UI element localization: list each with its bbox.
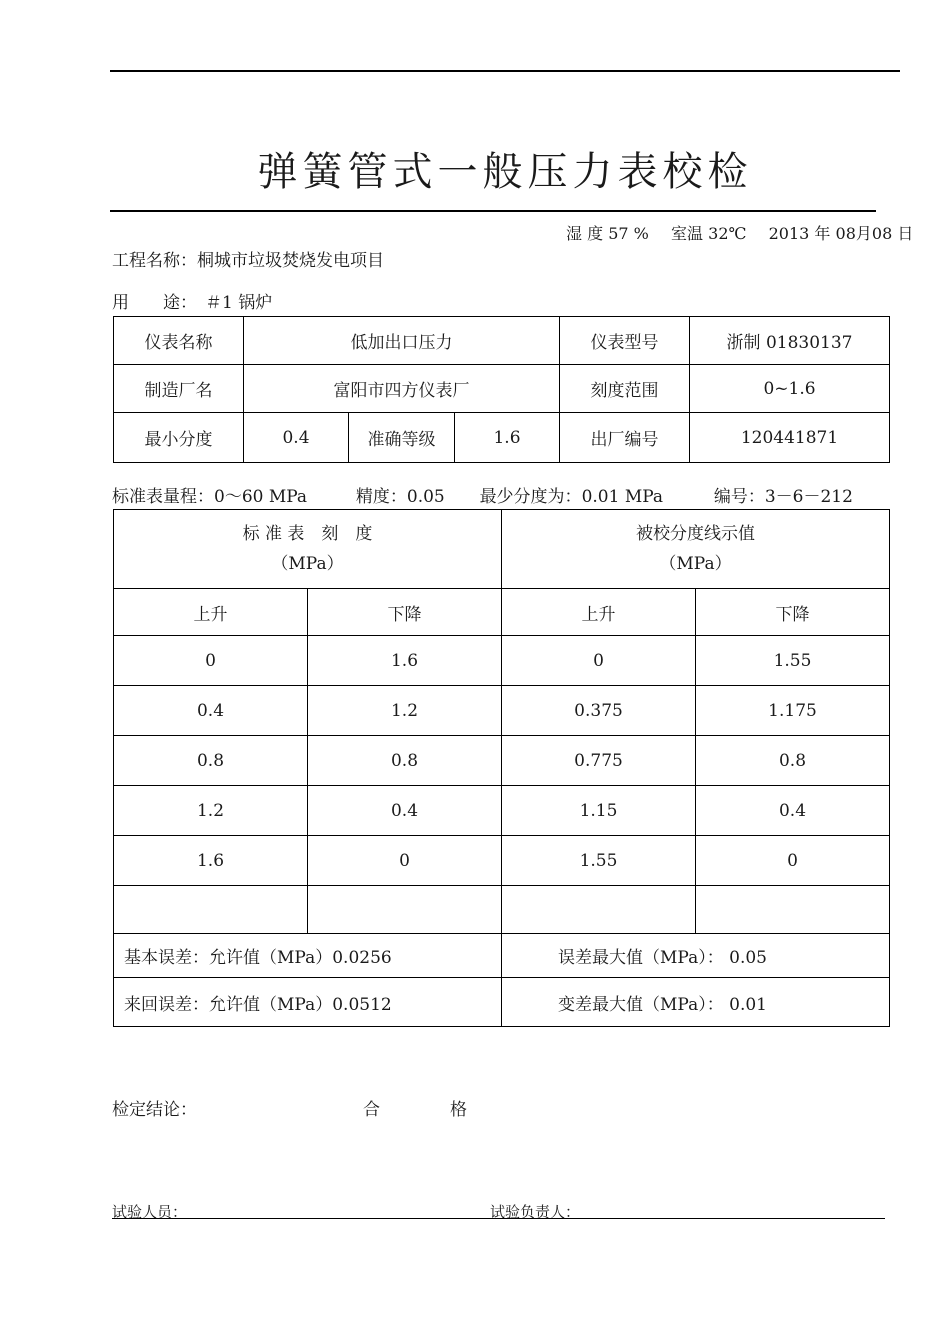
max-variation-value: 0.01 xyxy=(729,994,767,1015)
basic-error-cell xyxy=(114,934,502,978)
instrument-name-value: 低加出口压力 xyxy=(244,317,560,365)
max-error-label: 误差最大值（MPa）： xyxy=(558,948,724,968)
hysteresis-cell xyxy=(114,978,502,1027)
test-up-cell xyxy=(502,886,696,934)
std-min-div-value: 0.01 MPa xyxy=(581,487,664,507)
serial-label: 出厂编号 xyxy=(560,413,690,463)
temp-label: 室温 xyxy=(671,224,704,243)
tested-reading-header-text: 被校分度线示值 xyxy=(636,524,755,544)
basic-error-label: 基本误差：允许值（MPa） xyxy=(124,948,333,968)
test-up-cell: 0.775 xyxy=(502,736,696,786)
table-row xyxy=(114,836,890,886)
std-down-cell xyxy=(308,886,502,934)
page-title: 弹簧管式一般压力表校检 xyxy=(257,149,753,195)
std-scale-unit: （MPa） xyxy=(271,554,344,574)
test-down-cell: 1.175 xyxy=(696,686,890,736)
instrument-info-table xyxy=(113,316,890,463)
top-rule xyxy=(110,70,900,72)
test-up-cell: 1.55 xyxy=(502,836,696,886)
std-range-label: 标准表量程： xyxy=(112,487,214,507)
usage-line xyxy=(112,288,272,313)
std-scale-header xyxy=(114,510,502,589)
std-precision-label: 精度： xyxy=(355,487,407,507)
title-rule xyxy=(110,210,876,212)
std-range-value: 0～60 MPa xyxy=(214,487,308,507)
test-down-cell: 0 xyxy=(696,836,890,886)
hysteresis-value: 0.0512 xyxy=(332,994,392,1015)
std-down-cell: 1.2 xyxy=(308,686,502,736)
std-down-cell: 0.8 xyxy=(308,736,502,786)
std-up-cell: 0.8 xyxy=(114,736,308,786)
test-down-cell: 0.8 xyxy=(696,736,890,786)
calibration-table xyxy=(113,509,890,1027)
project-value: 桐城市垃圾焚烧发电项目 xyxy=(197,251,384,271)
test-up-cell: 0.375 xyxy=(502,686,696,736)
std-min-div-label: 最少分度为： xyxy=(479,487,582,507)
std-up-cell xyxy=(114,886,308,934)
test-down-cell: 1.55 xyxy=(696,636,890,686)
tested-reading-unit: （MPa） xyxy=(659,554,732,574)
manufacturer-label: 制造厂名 xyxy=(114,365,244,413)
model-label: 仪表型号 xyxy=(560,317,690,365)
range-label: 刻度范围 xyxy=(560,365,690,413)
std-up-cell: 0 xyxy=(114,636,308,686)
test-down-cell xyxy=(696,886,890,934)
test-up-cell: 0 xyxy=(502,636,696,686)
conclusion-value-2: 格 xyxy=(450,1100,467,1120)
hysteresis-label: 来回误差：允许值（MPa） xyxy=(124,994,333,1015)
max-variation-cell xyxy=(502,978,890,1027)
std-down-cell: 1.6 xyxy=(308,636,502,686)
std-up-cell: 0.4 xyxy=(114,686,308,736)
basic-error-value: 0.0256 xyxy=(332,948,392,968)
supervisor-signature-label: 试验负责人： xyxy=(490,1203,581,1221)
conditions-line xyxy=(566,221,913,244)
signature-rule xyxy=(112,1218,885,1219)
project-line xyxy=(112,246,384,271)
std-scale-header-text: 标 准 表 刻 度 xyxy=(242,524,373,544)
conclusion-label: 检定结论： xyxy=(112,1100,197,1120)
table-row xyxy=(114,886,890,934)
instrument-name-label: 仪表名称 xyxy=(114,317,244,365)
std-down-cell: 0 xyxy=(308,836,502,886)
min-div-value: 0.4 xyxy=(244,413,349,463)
day-label: 日 xyxy=(897,224,914,243)
humidity-value: 57 % xyxy=(608,224,649,243)
std-up-cell: 1.2 xyxy=(114,786,308,836)
table-row xyxy=(114,736,890,786)
std-down-cell: 0.4 xyxy=(308,786,502,836)
test-down-cell: 0.4 xyxy=(696,786,890,836)
accuracy-class-label: 准确等级 xyxy=(349,413,455,463)
year-label: 年 xyxy=(814,224,831,243)
tester-signature-label: 试验人员： xyxy=(112,1203,188,1221)
accuracy-class-value: 1.6 xyxy=(455,413,560,463)
month-label: 月 xyxy=(855,224,872,243)
min-div-label: 最小分度 xyxy=(114,413,244,463)
max-error-value: 0.05 xyxy=(729,948,767,968)
std-up-cell: 1.6 xyxy=(114,836,308,886)
project-label: 工程名称： xyxy=(112,251,197,271)
table-row xyxy=(114,636,890,686)
serial-value: 120441871 xyxy=(690,413,890,463)
std-down-header: 下降 xyxy=(308,589,502,636)
model-value: 浙制 01830137 xyxy=(690,317,890,365)
year-value: 2013 xyxy=(768,224,810,243)
usage-value: ＃1 锅炉 xyxy=(205,293,273,313)
test-up-cell: 1.15 xyxy=(502,786,696,836)
max-variation-label: 变差最大值（MPa）： xyxy=(558,994,724,1015)
test-up-header: 上升 xyxy=(502,589,696,636)
month-value: 08 xyxy=(835,224,856,243)
max-error-cell xyxy=(502,934,890,978)
range-value: 0~1.6 xyxy=(690,365,890,413)
table-row xyxy=(114,786,890,836)
test-down-header: 下降 xyxy=(696,589,890,636)
tested-reading-header xyxy=(502,510,890,589)
std-number-label: 编号： xyxy=(713,487,765,507)
std-number-value: 3－6－212 xyxy=(764,487,853,507)
std-up-header: 上升 xyxy=(114,589,308,636)
day-value: 08 xyxy=(871,224,893,243)
humidity-label: 湿 度 xyxy=(566,224,604,243)
temp-value: 32℃ xyxy=(708,224,747,243)
std-precision-value: 0.05 xyxy=(406,487,445,507)
conclusion-value-1: 合 xyxy=(363,1100,380,1120)
usage-label: 用 途： xyxy=(112,293,197,313)
standard-meter-line xyxy=(112,482,892,507)
table-row xyxy=(114,686,890,736)
manufacturer-value: 富阳市四方仪表厂 xyxy=(244,365,560,413)
